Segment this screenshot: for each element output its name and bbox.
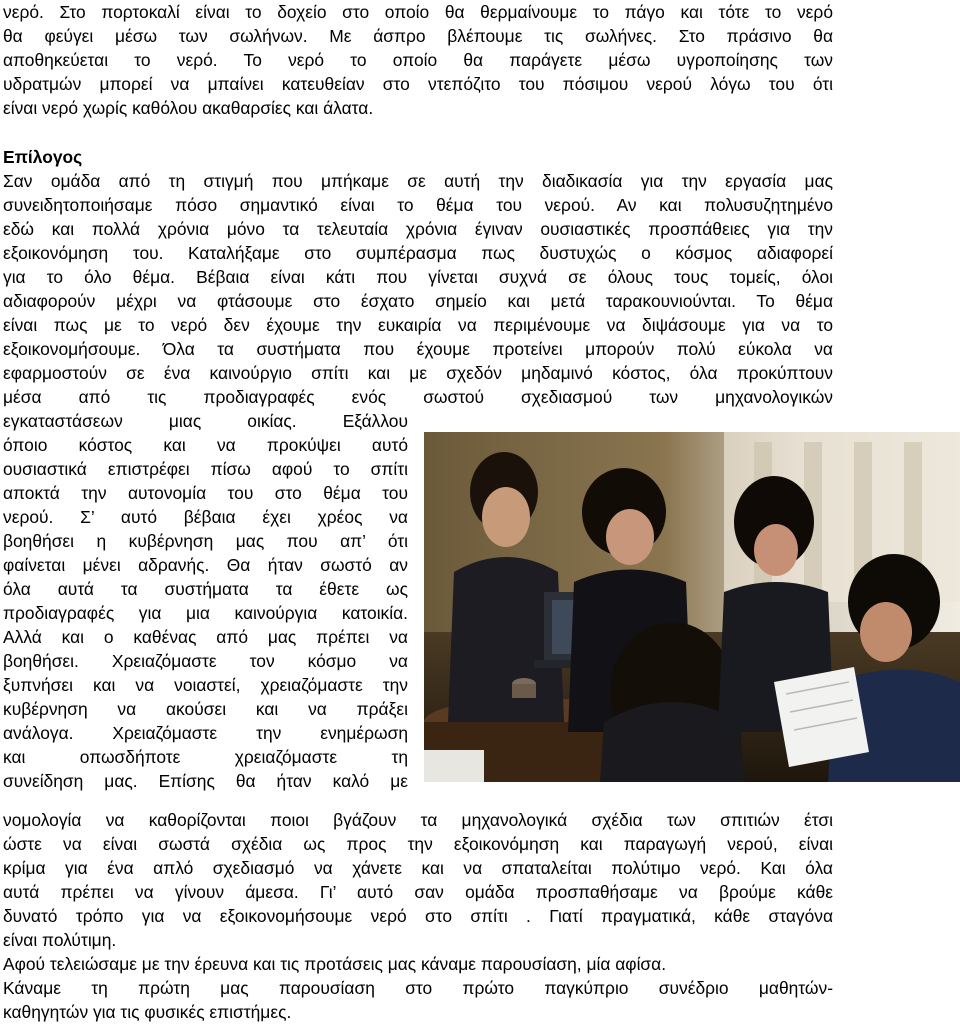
- intro-line: είναι νερό χωρίς καθόλου ακαθαρσίες και άλατα.: [3, 98, 374, 118]
- paragraph-line: καθηγητών για τις φυσικές επιστήμες.: [3, 1002, 292, 1022]
- paragraph-line: συνειδητοποιήσαμε πόσο σημαντικό είναι το θέμα του νερού. Αν και πολυσυζητημένο: [3, 195, 833, 215]
- paragraph-line: εγκαταστάσεων μιας οικίας. Εξάλλου: [3, 411, 408, 431]
- paragraph-line: για το όλο θέμα. Βέβαια είναι κάτι που γίνεται συχνά σε όλους τους τομείς, όλοι: [3, 267, 833, 287]
- paragraph-line: αυτά πρέπει να γίνουν άμεσα. Γι’ αυτό σαν ομάδα προσπαθήσαμε να βρούμε κάθε: [3, 882, 833, 902]
- paragraph-line: νομολογία να καθορίζονται ποιοι βγάζουν τα μηχανολογικά σχέδια των σπιτιών έτσι: [3, 810, 833, 830]
- paragraph-line: ξυπνήσει και να νοιαστεί, χρειαζόμαστε την: [3, 675, 408, 695]
- paragraph-line: όλα αυτά τα συστήματα τα έθετε ως: [3, 579, 408, 599]
- students-photo-illustration: [424, 432, 960, 782]
- paragraph-line: Αφού τελειώσαμε με την έρευνα και τις προτάσεις μας κάναμε παρουσίαση, μία αφίσα.: [3, 954, 667, 974]
- paragraph-line: ώστε να είναι σωστά σχέδια ως προς την εξοικονόμηση και παραγωγή νερού, είναι: [3, 834, 833, 854]
- paragraph-line: κυβέρνηση να ακούσει και να πράξει: [3, 699, 408, 719]
- paragraph-line: εξοικονομήσουμε. Όλα τα συστήματα που έχουμε προτείνει μπορούν πολύ εύκολα να: [3, 339, 833, 359]
- paragraph-line: είναι πως με το νερό δεν έχουμε την ευκαιρία να περιμένουμε να διψάσουμε για να το: [3, 315, 833, 335]
- intro-line: υδρατμών μπορεί να μπαίνει κατευθείαν στο ντεπόζιτο του πόσιμου νερού λόγω του ότι: [3, 74, 833, 94]
- paragraph-line: εξοικονόμηση του. Καταλήξαμε στο συμπέρασμα πως δυστυχώς ο κόσμος αδιαφορεί: [3, 243, 833, 263]
- paragraph-line: προδιαγραφές για μια καινούργια κατοικία.: [3, 603, 408, 623]
- intro-line: αποθηκεύεται το νερό. Το νερό το οποίο θα παράγετε μέσω υγροποίησης των: [3, 50, 833, 70]
- paragraph-line: Κάναμε τη πρώτη μας παρουσίαση στο πρώτο παγκύπριο συνέδριο μαθητών-: [3, 978, 833, 998]
- paragraph-line: είναι πολύτιμη.: [3, 930, 117, 950]
- paragraph-line: βοηθήσει. Χρειαζόμαστε τον κόσμο να: [3, 651, 408, 671]
- intro-line: νερό. Στο πορτοκαλί είναι το δοχείο στο οποίο θα θερμαίνουμε το πάγο και τότε το νερό: [3, 2, 833, 22]
- paragraph-line: ουσιαστικά επιστρέφει πίσω αφού το σπίτι: [3, 459, 408, 479]
- intro-line: θα φεύγει μέσω των σωλήνων. Με άσπρο βλέπουμε τις σωλήνες. Στο πράσινο θα: [3, 26, 833, 46]
- paragraph-line: βοηθήσει η κυβέρνηση μας που απ’ ότι: [3, 531, 408, 551]
- paragraph-line: νερού. Σ’ αυτό βέβαια έχει χρέος να: [3, 507, 408, 527]
- paragraph-line: Αλλά και ο καθένας από μας πρέπει να: [3, 627, 408, 647]
- paragraph-line: κρίμα για ένα απλό σχεδιασμό να χάνετε και να σπαταλείται πολύτιμο νερό. Και όλα: [3, 858, 833, 878]
- paragraph-line: όποιο κόστος και να προκύψει αυτό: [3, 435, 408, 455]
- paragraph-line: αδιαφορούν μέχρι να φτάσουμε στο έσχατο σημείο και μετά ταρακουνιούνται. Το θέμα: [3, 291, 833, 311]
- section-heading: Επίλογος: [3, 147, 83, 167]
- paragraph-line: Σαν ομάδα από τη στιγμή που μπήκαμε σε αυτή την διαδικασία για την εργασία μας: [3, 171, 833, 191]
- paragraph-line: δυνατό τρόπο για να εξοικονομήσουμε νερό στο σπίτι . Γιατί πραγματικά, κάθε σταγόνα: [3, 906, 833, 926]
- paragraph-line: φαίνεται μένει αδρανής. Θα ήταν σωστό αν: [3, 555, 408, 575]
- paragraph-line: ανάλογα. Χρειαζόμαστε την ενημέρωση: [3, 723, 408, 743]
- paragraph-line: εδώ και πολλά χρόνια μόνο τα τελευταία χρόνια έγιναν ουσιαστικές προσπάθειες για την: [3, 219, 833, 239]
- paragraph-line: αποκτά την αυτονομία του στο θέμα του: [3, 483, 408, 503]
- paragraph-line: και οπωσδήποτε χρειαζόμαστε τη: [3, 747, 408, 767]
- paragraph-line: μέσα από τις προδιαγραφές ενός σωστού σχεδιασμού των μηχανολογικών: [3, 387, 833, 407]
- paragraph-line: συνείδηση μας. Επίσης θα ήταν καλό με: [3, 771, 408, 791]
- students-photo: [424, 432, 960, 782]
- paragraph-line: εφαρμοστούν σε ένα καινούργιο σπίτι και με σχεδόν μηδαμινό κόστος, όλα προκύπτουν: [3, 363, 833, 383]
